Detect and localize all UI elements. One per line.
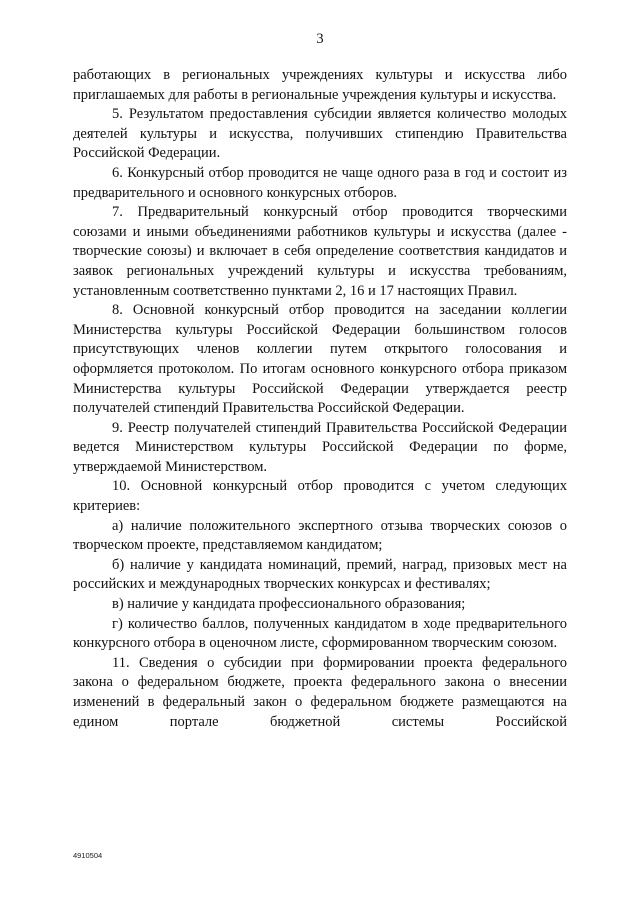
page-number: 3: [316, 31, 324, 47]
paragraph-item-9: 9. Реестр получателей стипендий Правительства Российской Федерации ведется Министерством культуры Российской Федерации по форме, утверждаемой Министерством.: [73, 419, 567, 475]
paragraph-item-7: 7. Предварительный конкурсный отбор проводится творческими союзами и иными объединениями работников культуры и искусства (далее - творческие союзы) и включает в себя определение соответствия кандидатов и заявок региональных учреждений культуры и искусства требованиям, установленным соответственно пунктами 2, 16 и 17 настоящих Правил.: [73, 204, 567, 299]
criterion-b: б) наличие у кандидата номинаций, премий, наград, призовых мест на российских и международных творческих конкурсах и фестивалях;: [73, 556, 567, 593]
paragraph-item-10: 10. Основной конкурсный отбор проводится с учетом следующих критериев:: [73, 478, 567, 515]
criterion-v: в) наличие у кандидата профессионального образования;: [112, 596, 466, 613]
paragraph-item-11: 11. Сведения о субсидии при формировании проекта федерального закона о федеральном бюджете, проекта федерального закона о внесении изменений в федеральный закон о федеральном бюджете размещаются на едином портале бюджетной системы Российской: [73, 654, 567, 730]
criterion-a: а) наличие положительного экспертного отзыва творческих союзов о творческом проекте, представляемом кандидатом;: [73, 517, 567, 554]
paragraph-item-5: 5. Результатом предоставления субсидии является количество молодых деятелей культуры и искусства, получивших стипендию Правительства Российской Федерации.: [73, 106, 567, 162]
paragraph-item-6: 6. Конкурсный отбор проводится не чаще одного раза в год и состоит из предварительного и основного конкурсных отборов.: [73, 164, 567, 201]
document-body: [73, 66, 567, 732]
paragraph-continuation: работающих в региональных учреждениях культуры и искусства либо приглашаемых для работы в региональные учреждения культуры и искусства.: [73, 67, 567, 103]
paragraph-item-8: 8. Основной конкурсный отбор проводится на заседании коллегии Министерства культуры Российской Федерации большинством голосов присутствующих членов коллегии путем открытого голосования и оформляется протоколом. По итогам основного конкурсного отбора приказом Министерства культуры Российской Федерации утверждается реестр получателей стипендий Правительства Российской Федерации.: [73, 302, 567, 417]
document-code: 4910504: [73, 851, 103, 860]
criterion-g: г) количество баллов, полученных кандидатом в ходе предварительного конкурсного отбора в оценочном листе, сформированном творческим союзом.: [73, 615, 567, 652]
